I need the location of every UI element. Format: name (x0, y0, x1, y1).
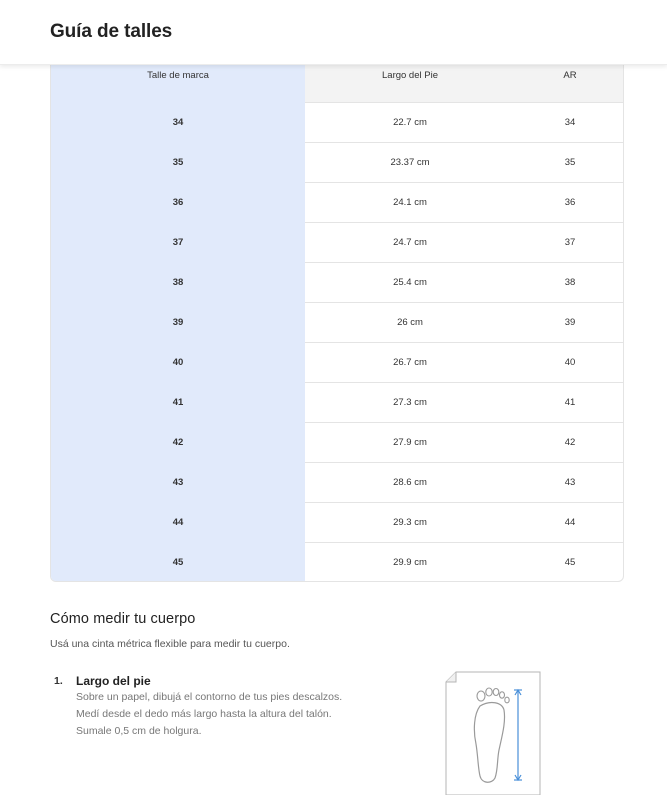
table-row (51, 143, 623, 183)
table-row (51, 263, 623, 303)
step-description: Sobre un papel, dibujá el contorno de tus pies descalzos. Medí desde el dedo más largo hasta la altura del talón. Sumale 0,5 cm de holgura. (76, 691, 343, 737)
brand-size-cell: 45 (172, 557, 184, 568)
foot-length-cell: 26.7 cm (393, 357, 427, 368)
foot-length-cell: 27.3 cm (393, 397, 427, 408)
brand-size-cell: 38 (172, 277, 184, 288)
ar-size-cell: 35 (564, 157, 576, 168)
foot-length-cell: 29.9 cm (393, 557, 427, 568)
table-row (51, 303, 623, 343)
ar-size-cell: 38 (564, 277, 576, 288)
ar-size-cell: 36 (564, 197, 576, 208)
brand-size-cell: 43 (172, 477, 184, 488)
brand-size-cell: 44 (172, 517, 184, 528)
ar-size-cell: 39 (564, 317, 576, 328)
foot-length-cell: 26 cm (397, 317, 423, 328)
foot-measure-icon (440, 670, 544, 795)
ar-size-cell: 41 (564, 397, 576, 408)
foot-length-cell: 25.4 cm (393, 277, 427, 288)
table-header (51, 61, 623, 103)
brand-size-cell: 42 (172, 437, 184, 448)
table-row (51, 343, 623, 383)
modal-header (0, 0, 667, 65)
step-title: Largo del pie (76, 674, 151, 688)
column-header-ar: AR (563, 70, 577, 81)
ar-size-cell: 44 (564, 517, 576, 528)
table-row (51, 103, 623, 143)
brand-size-cell: 37 (172, 237, 184, 248)
table-row (51, 423, 623, 463)
column-header-foot-length: Largo del Pie (382, 70, 438, 81)
table-row (51, 223, 623, 263)
table-row (51, 503, 623, 543)
brand-size-cell: 35 (172, 157, 184, 168)
brand-size-cell: 39 (172, 317, 184, 328)
foot-length-cell: 28.6 cm (393, 477, 427, 488)
foot-length-cell: 23.37 cm (390, 157, 430, 168)
ar-size-cell: 45 (564, 557, 576, 568)
how-to-measure-title: Cómo medir tu cuerpo (50, 611, 196, 627)
how-to-measure-subtitle: Usá una cinta métrica flexible para medir tu cuerpo. (50, 638, 290, 650)
foot-length-cell: 27.9 cm (393, 437, 427, 448)
table-row (51, 463, 623, 503)
ar-size-cell: 43 (564, 477, 576, 488)
foot-length-cell: 29.3 cm (393, 517, 427, 528)
table-row (51, 543, 623, 582)
table-row (51, 183, 623, 223)
ar-size-cell: 37 (564, 237, 576, 248)
step-number: 1. (54, 675, 63, 687)
foot-length-cell: 22.7 cm (393, 117, 427, 128)
brand-size-cell: 36 (172, 197, 184, 208)
ar-size-cell: 42 (564, 437, 576, 448)
ar-size-cell: 34 (564, 117, 576, 128)
brand-size-cell: 41 (172, 397, 184, 408)
brand-size-cell: 40 (172, 357, 184, 368)
foot-length-cell: 24.7 cm (393, 237, 427, 248)
foot-length-cell: 24.1 cm (393, 197, 427, 208)
column-header-brand-size: Talle de marca (147, 70, 209, 81)
ar-size-cell: 40 (564, 357, 576, 368)
size-table (50, 60, 624, 582)
brand-size-cell: 34 (172, 117, 184, 128)
table-row (51, 383, 623, 423)
page-title: Guía de talles (50, 21, 173, 42)
